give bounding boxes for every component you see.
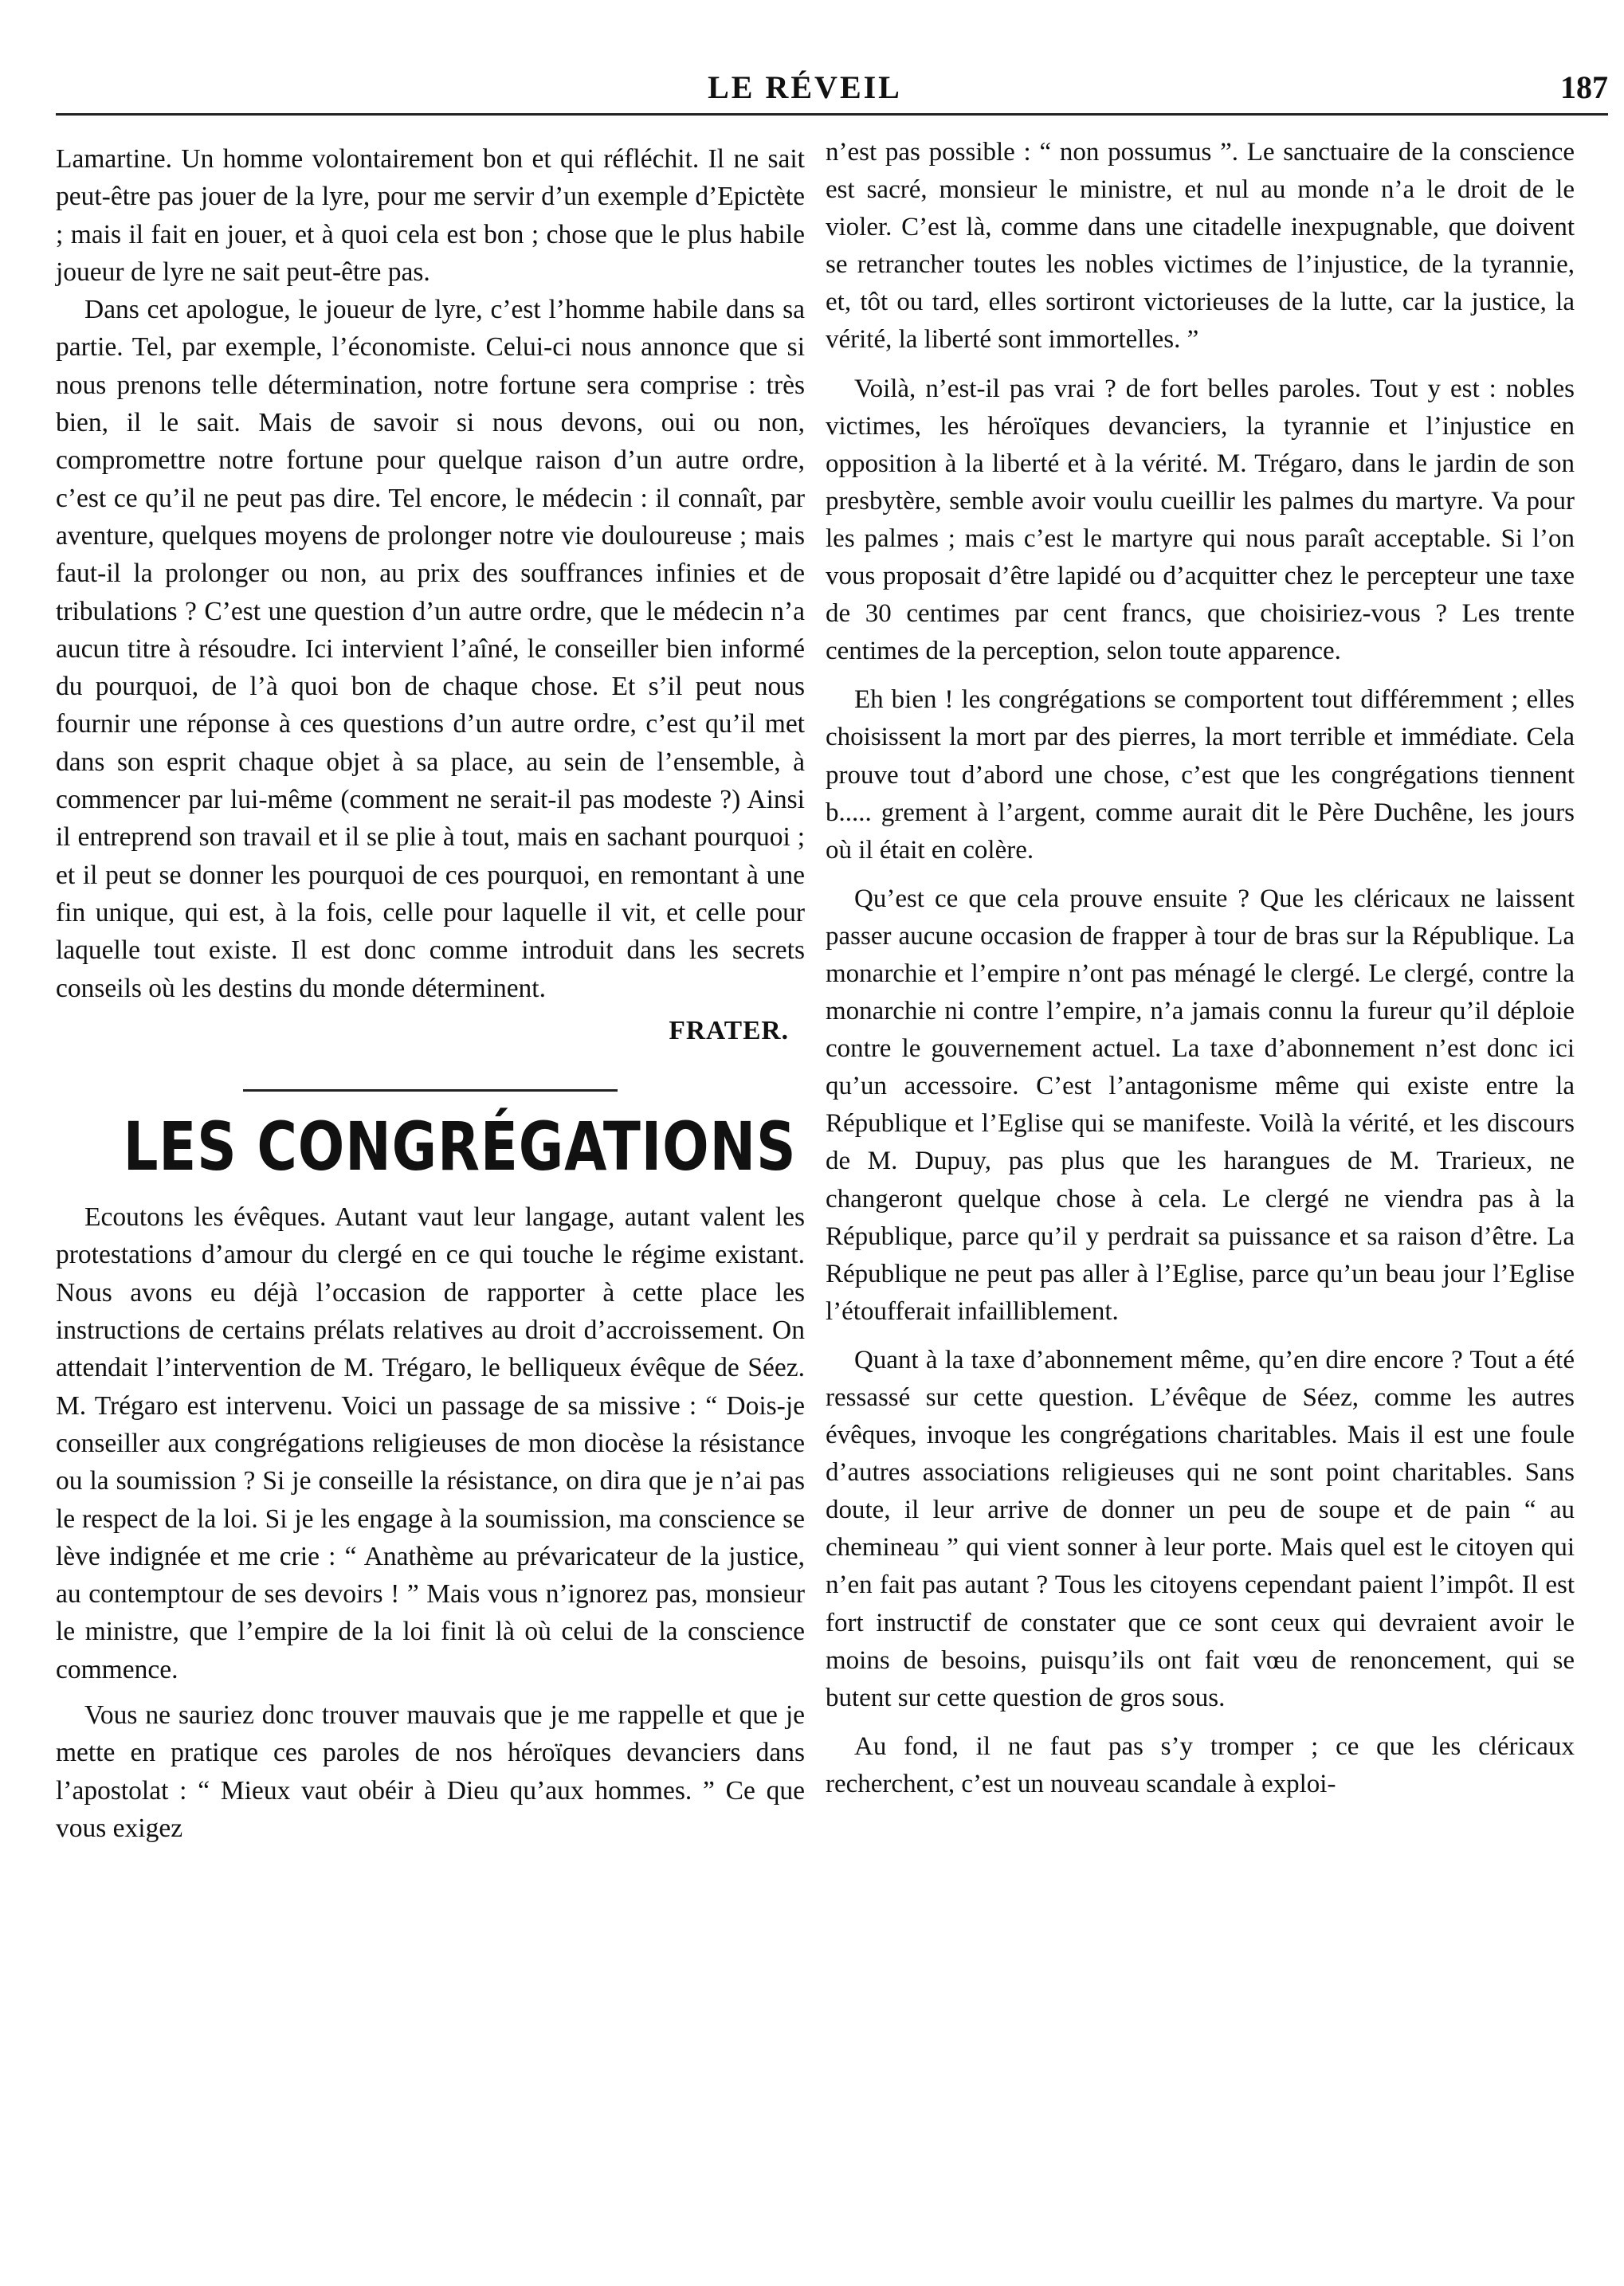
article-paragraph: n’est pas possible : “ non possumus ”. Le sanctuaire de la conscience est sacré, monsieur le ministre, et nul au monde n’a le droit de le violer. C’est là, comme dans une citadelle inexpugnable, que doivent se retrancher toutes les nobles victimes de l’injustice, de la tyrannie, et, tôt ou tard, elles sortiront victorieuses de la lutte, car la justice, la vérité, la liberté sont immortelles. ” [826,138,1575,355]
running-header-title: LE RÉVEIL [708,69,902,105]
article-paragraph: Vous ne sauriez donc trouver mauvais que je me rappelle et que je mette en pratique ces paroles de nos héroïques devanciers dans l’apostolat : “ Mieux vaut obéir à Dieu qu’aux hommes. ” Ce que vous exigez [56,1700,805,1843]
article-paragraph: Ecoutons les évêques. Autant vaut leur langage, autant valent les protestations d’amour du clergé en ce qui touche le régime existant. Nous avons eu déjà l’occasion de rapporter à cette place les instructions de certains prélats relatives au droit d’accroissement. On attendait l’intervention de M. Trégaro, le belliqueux évêque de Séez. M. Trégaro est intervenu. Voici un passage de sa missive : “ Dois-je conseiller aux congrégations religieuses de mon diocèse la résistance ou la soumission ? Si je conseille la résistance, on dira que je n’ai pas le respect de la loi. Si je les engage à la soumission, ma conscience se lève indignée et me crie : “ Anathème au prévaricateur de la justice, au contemptour de ses devoirs ! ” Mais vous n’ignorez pas, monsieur le ministre, que l’empire de la loi finit là où celui de la conscience commence. [56,1202,805,1684]
previous-article-paragraph: Dans cet apologue, le joueur de lyre, c’est l’homme habile dans sa partie. Tel, par exemple, l’économiste. Celui-ci nous annonce que si nous prenons telle détermination, notre fortune sera comprise : très bien, il le sait. Mais de savoir si nous devons, oui ou non, compromettre notre fortune pour quelque raison d’un autre ordre, c’est ce qu’il ne peut pas dire. Tel encore, le médecin : il connaît, par aventure, quelques moyens de prolonger notre vie douloureuse ; mais faut-il la prolonger ou non, au prix des souffrances infinies et de tribulations ? C’est une question d’un autre ordre, que le médecin n’a aucun titre à résoudre. Ici intervient l’aîné, le conseiller bien informé du pourquoi, de l’à quoi bon de chaque chose. Et s’il peut nous fournir une réponse à ces questions d’un autre ordre, c’est qu’il met dans son esprit chaque objet à sa place, au sein de l’ensemble, à commencer par lui-même (comment ne serait-il pas modeste ?) Ainsi il entreprend son travail et il se plie à tout, mais en sachant pourquoi ; et il peut se donner les pourquoi de ces pourquoi, en remontant à une fin unique, qui est, à la fois, celle pour laquelle il vit, et celle pour laquelle tout existe. Il est donc comme introduit dans les secrets conseils où les destins du monde déterminent. [56,295,805,1003]
article-paragraph: Au fond, il ne faut pas s’y tromper ; ce que les cléricaux recherchent, c’est un nouveau scandale à exploi- [826,1731,1575,1798]
header-rule [56,113,1608,116]
article-paragraph: Qu’est ce que cela prouve ensuite ? Que les cléricaux ne laissent passer aucune occasion de frapper à tour de bras sur la République. La monarchie et l’empire n’ont pas ménagé le clergé. Le clergé, contre la monarchie ni contre l’empire, n’a jamais connu la fureur qu’il déploie contre le gouvernement actuel. La taxe d’abonnement n’est donc ici qu’un accessoire. C’est l’antagonisme même qui existe entre la République et l’Eglise qui se manifeste. Voilà la vérité, et les discours de M. Dupuy, pas plus que les harangues de M. Trarieux, ne changeront quelque chose à cela. Le clergé ne viendra pas à la République, parce qu’il y perdrait sa puissance et sa raison d’être. La République ne peut pas aller à l’Eglise, parce qu’un beau jour l’Eglise l’étoufferait infailliblement. [826,884,1575,1326]
author-signature: FRATER. [669,1015,789,1045]
right-column [826,134,1575,1814]
article-headline: LES CONGRÉGATIONS [123,1108,797,1186]
article-paragraph: Quant à la taxe d’abonnement même, qu’en dire encore ? Tout a été ressassé sur cette question. L’évêque de Séez, comme les autres évêques, invoque les congrégations charitables. Mais il est une foule d’autres associations religieuses qui ne sont point charitables. Sans doute, il leur arrive de donner un peu de soupe et de pain “ au chemineau ” qui vient sonner à leur porte. Mais quel est le citoyen qui n’en fait pas autant ? Tous les citoyens cependant paient l’impôt. Il est fort instructif de constater que ce sont ceux qui devraient avoir le moins de besoins, puisqu’ils ont fait vœu de renoncement, qui se butent sur cette question de gros sous. [826,1345,1575,1712]
previous-article-paragraph: Lamartine. Un homme volontairement bon et qui réfléchit. Il ne sait peut-être pas jouer de la lyre, pour me servir d’un exemple d’Epictète ; mais il fait en jouer, et à quoi cela est bon ; chose que le plus habile joueur de lyre ne sait peut-être pas. [56,144,805,287]
article-body-left [56,1198,805,1847]
article-paragraph: Eh bien ! les congrégations se comportent tout différemment ; elles choisissent la mort par des pierres, la mort terrible et immédiate. Cela prouve tout d’abord une chose, c’est que les congrégations tiennent b..... grement à l’argent, comme aurait dit le Père Duchêne, les jours où il était en colère. [826,685,1575,865]
page-number: 187 [1560,69,1608,105]
article-paragraph: Voilà, n’est-il pas vrai ? de fort belles paroles. Tout y est : nobles victimes, les héroïques devanciers, la tyrannie et l’injustice en opposition à la liberté et à la vérité. M. Trégaro, dans le jardin de son presbytère, semble avoir voulu cueillir les palmes du martyre. Va pour les palmes ; mais c’est le martyre qui nous paraît acceptable. Si l’on vous proposait d’être lapidé ou d’acquitter chez le percepteur une taxe de 30 centimes par cent francs, que choisiriez-vous ? Les trente centimes de la perception, selon toute apparence. [826,374,1575,666]
left-column [56,140,805,1855]
section-divider [243,1089,618,1092]
